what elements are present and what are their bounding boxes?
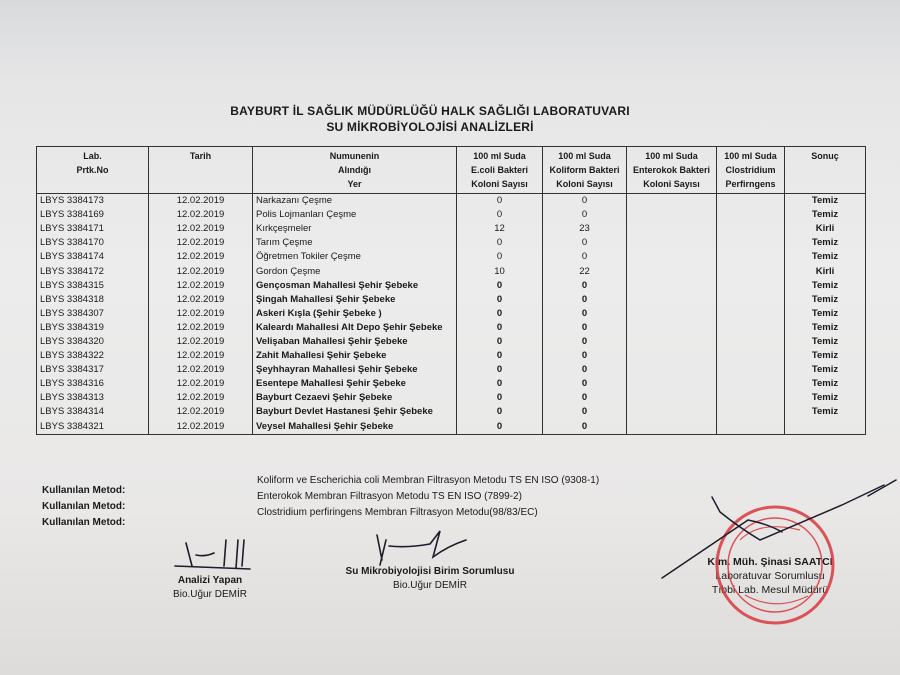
unit-supervisor-role: Su Mikrobiyolojisi Birim Sorumlusu — [345, 566, 515, 577]
result-cell: Temiz — [785, 405, 866, 419]
koliform-cell: 0 — [543, 363, 627, 377]
date-cell: 12.02.2019 — [149, 349, 253, 363]
date-cell: 12.02.2019 — [149, 293, 253, 307]
analyst-signature — [175, 540, 250, 569]
column-header-line: Koloni Sayısı — [556, 179, 613, 189]
koliform-cell: 0 — [543, 321, 627, 335]
date-cell: 12.02.2019 — [149, 420, 253, 435]
lab-no-cell: LBYS 3384307 — [37, 307, 149, 321]
ecoli-cell: 0 — [457, 250, 543, 264]
method-label: Kullanılan Metod: — [42, 517, 126, 528]
date-cell: 12.02.2019 — [149, 363, 253, 377]
analysis-title: SU MİKROBİYOLOJİSİ ANALİZLERİ — [326, 120, 534, 134]
ecoli-cell: 0 — [457, 335, 543, 349]
koliform-cell: 0 — [543, 335, 627, 349]
result-cell: Temiz — [785, 236, 866, 250]
column-header-line: Clostridium — [725, 165, 776, 175]
koliform-cell: 0 — [543, 279, 627, 293]
koliform-cell: 0 — [543, 194, 627, 209]
lab-no-cell: LBYS 3384171 — [37, 222, 149, 236]
lab-no-cell: LBYS 3384319 — [37, 321, 149, 335]
column-header-line: Tarih — [189, 151, 212, 161]
date-cell: 12.02.2019 — [149, 208, 253, 222]
location-cell: Polis Lojmanları Çeşme — [253, 208, 457, 222]
lab-manager-subtitle: Tıbbi Lab. Mesul Müdürü — [711, 584, 829, 596]
ecoli-cell: 0 — [457, 405, 543, 419]
result-cell: Temiz — [785, 208, 866, 222]
column-header-line: Alındığı — [338, 165, 371, 175]
date-cell: 12.02.2019 — [149, 307, 253, 321]
lab-no-cell: LBYS 3384316 — [37, 377, 149, 391]
date-cell: 12.02.2019 — [149, 279, 253, 293]
result-cell: Temiz — [785, 335, 866, 349]
lab-no-cell: LBYS 3384173 — [37, 194, 149, 209]
lab-no-cell: LBYS 3384321 — [37, 420, 149, 435]
ecoli-cell: 10 — [457, 264, 543, 278]
location-cell: Bayburt Cezaevi Şehir Şebeke — [253, 391, 457, 405]
result-cell: Kirli — [785, 222, 866, 236]
location-cell: Kırkçeşmeler — [253, 222, 457, 236]
ecoli-cell: 0 — [457, 293, 543, 307]
result-cell: Temiz — [785, 349, 866, 363]
column-header-line: Numunenin — [329, 151, 380, 161]
lab-no-cell: LBYS 3384322 — [37, 349, 149, 363]
lab-no-cell: LBYS 3384169 — [37, 208, 149, 222]
koliform-cell: 0 — [543, 420, 627, 435]
method-label: Kullanılan Metod: — [42, 485, 126, 496]
analyst-name: Bio.Uğur DEMİR — [173, 589, 247, 600]
column-header-line: 100 ml Suda — [558, 151, 611, 161]
ecoli-cell: 12 — [457, 222, 543, 236]
lab-no-cell: LBYS 3384174 — [37, 250, 149, 264]
result-cell: Temiz — [785, 377, 866, 391]
result-cell: Temiz — [785, 250, 866, 264]
lab-no-cell: LBYS 3384317 — [37, 363, 149, 377]
location-cell: Gençosman Mahallesi Şehir Şebeke — [253, 279, 457, 293]
date-cell: 12.02.2019 — [149, 391, 253, 405]
result-cell: Temiz — [785, 194, 866, 209]
koliform-cell: 0 — [543, 236, 627, 250]
date-cell: 12.02.2019 — [149, 236, 253, 250]
column-header-line: Enterokok Bakteri — [632, 165, 711, 175]
column-header-line: 100 ml Suda — [724, 151, 777, 161]
ecoli-cell: 0 — [457, 236, 543, 250]
date-cell: 12.02.2019 — [149, 405, 253, 419]
lab-no-cell: LBYS 3384320 — [37, 335, 149, 349]
koliform-cell: 0 — [543, 293, 627, 307]
ecoli-cell: 0 — [457, 420, 543, 435]
koliform-cell: 0 — [543, 208, 627, 222]
result-cell: Temiz — [785, 321, 866, 335]
lab-manager-title: Laboratuvar Sorumlusu — [715, 570, 825, 582]
column-header-line: Koliform Bakteri — [549, 165, 620, 175]
ecoli-cell: 0 — [457, 194, 543, 209]
koliform-cell: 0 — [543, 349, 627, 363]
method-text: Koliform ve Escherichia coli Membran Filtrasyon Metodu TS EN ISO (9308-1) — [257, 475, 600, 486]
official-stamp — [717, 507, 833, 623]
date-cell: 12.02.2019 — [149, 264, 253, 278]
date-cell: 12.02.2019 — [149, 321, 253, 335]
ecoli-cell: 0 — [457, 349, 543, 363]
column-header-line: Koloni Sayısı — [471, 179, 528, 189]
ecoli-cell: 0 — [457, 307, 543, 321]
unit-supervisor-name: Bio.Uğur DEMİR — [393, 580, 467, 591]
result-cell: Temiz — [785, 391, 866, 405]
column-header-line: Perfirngens — [725, 179, 776, 189]
column-header-line: Koloni Sayısı — [643, 179, 700, 189]
location-cell: Şeyhhayran Mahallesi Şehir Şebeke — [253, 363, 457, 377]
date-cell: 12.02.2019 — [149, 194, 253, 209]
lab-no-cell: LBYS 3384318 — [37, 293, 149, 307]
ecoli-cell: 0 — [457, 363, 543, 377]
result-cell: Kirli — [785, 264, 866, 278]
date-cell: 12.02.2019 — [149, 250, 253, 264]
analyst-role: Analizi Yapan — [177, 575, 243, 586]
unit-supervisor-signature — [377, 531, 466, 565]
lab-title: BAYBURT İL SAĞLIK MÜDÜRLÜĞÜ HALK SAĞLIĞI LABORATUVARI — [230, 104, 630, 118]
ecoli-cell: 0 — [457, 391, 543, 405]
location-cell: Esentepe Mahallesi Şehir Şebeke — [253, 377, 457, 391]
koliform-cell: 23 — [543, 222, 627, 236]
location-cell: Tarım Çeşme — [253, 236, 457, 250]
column-header-line: Yer — [347, 179, 362, 189]
date-cell: 12.02.2019 — [149, 222, 253, 236]
koliform-cell: 0 — [543, 405, 627, 419]
column-header-line: Sonuç — [811, 151, 839, 161]
result-cell: Temiz — [785, 293, 866, 307]
location-cell: Gordon Çeşme — [253, 264, 457, 278]
column-header-line: 100 ml Suda — [645, 151, 698, 161]
ecoli-cell: 0 — [457, 377, 543, 391]
lab-no-cell: LBYS 3384315 — [37, 279, 149, 293]
date-cell: 12.02.2019 — [149, 377, 253, 391]
method-label: Kullanılan Metod: — [42, 501, 126, 512]
koliform-cell: 0 — [543, 377, 627, 391]
lab-no-cell: LBYS 3384313 — [37, 391, 149, 405]
method-text: Clostridium perfiringens Membran Filtrasyon Metodu(98/83/EC) — [257, 507, 538, 518]
location-cell: Zahit Mahallesi Şehir Şebeke — [253, 349, 457, 363]
lab-no-cell: LBYS 3384314 — [37, 405, 149, 419]
koliform-cell: 0 — [543, 391, 627, 405]
column-header-line: E.coli Bakteri — [470, 165, 529, 175]
location-cell: Öğretmen Tokiler Çeşme — [253, 250, 457, 264]
result-cell: Temiz — [785, 363, 866, 377]
lab-no-cell: LBYS 3384170 — [37, 236, 149, 250]
location-cell: Kaleardı Mahallesi Alt Depo Şehir Şebeke — [253, 321, 457, 335]
location-cell: Narkazanı Çeşme — [253, 194, 457, 209]
column-header-line: Prtk.No — [76, 165, 109, 175]
result-cell: Temiz — [785, 279, 866, 293]
column-header-line: Lab. — [83, 151, 102, 161]
location-cell: Şingah Mahallesi Şehir Şebeke — [253, 293, 457, 307]
ecoli-cell: 0 — [457, 279, 543, 293]
koliform-cell: 0 — [543, 250, 627, 264]
lab-manager-signature — [662, 480, 896, 578]
date-cell: 12.02.2019 — [149, 335, 253, 349]
location-cell: Bayburt Devlet Hastanesi Şehir Şebeke — [253, 405, 457, 419]
result-cell: Temiz — [785, 307, 866, 321]
ecoli-cell: 0 — [457, 321, 543, 335]
ecoli-cell: 0 — [457, 208, 543, 222]
lab-no-cell: LBYS 3384172 — [37, 264, 149, 278]
koliform-cell: 0 — [543, 307, 627, 321]
location-cell: Askeri Kışla (Şehir Şebeke ) — [253, 307, 457, 321]
location-cell: Veysel Mahallesi Şehir Şebeke — [253, 420, 457, 435]
lab-manager-name: Kim. Müh. Şinasi SAATCI — [707, 556, 833, 568]
koliform-cell: 22 — [543, 264, 627, 278]
column-header-line: 100 ml Suda — [473, 151, 526, 161]
method-text: Enterokok Membran Filtrasyon Metodu TS EN ISO (7899-2) — [257, 491, 522, 502]
location-cell: Velişaban Mahallesi Şehir Şebeke — [253, 335, 457, 349]
